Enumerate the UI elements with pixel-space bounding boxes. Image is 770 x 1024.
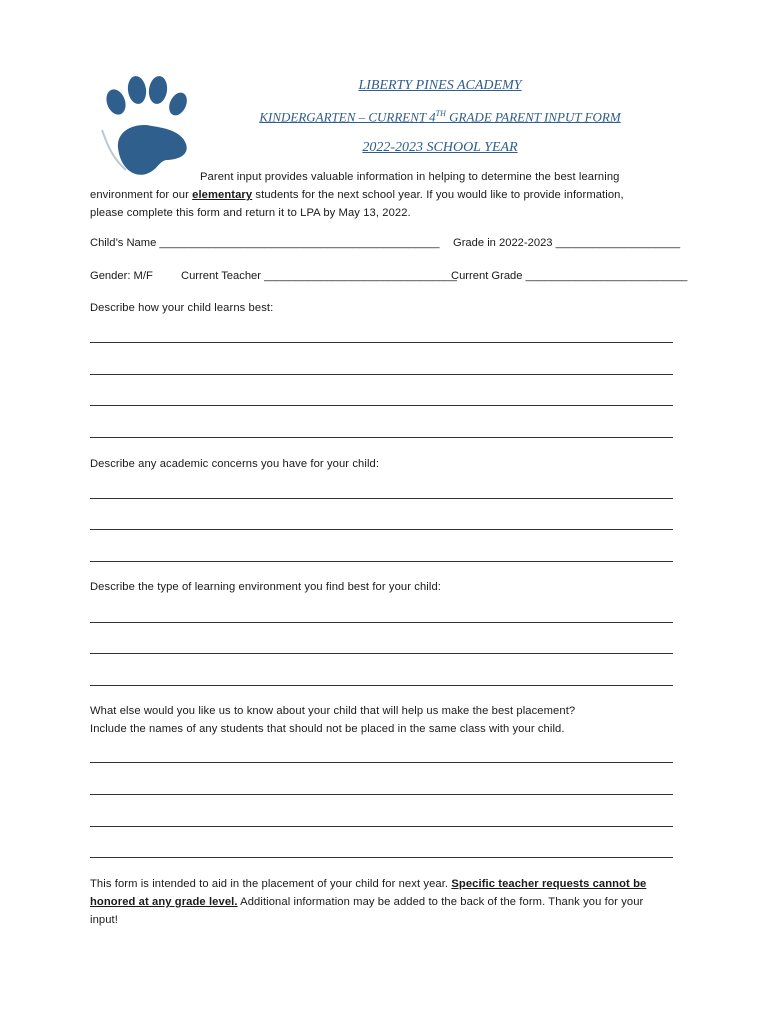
current-teacher-field[interactable]: Current Teacher _______________________________: [181, 270, 457, 282]
current-grade-field[interactable]: Current Grade __________________________: [451, 270, 688, 282]
question-line-2: Include the names of any students that should not be placed in the same class with your child.: [90, 723, 565, 735]
answer-line[interactable]: [90, 561, 673, 562]
school-year: 2022-2023 SCHOOL YEAR: [362, 140, 518, 155]
intro-line-3: please complete this form and return it to LPA by May 13, 2022.: [90, 207, 411, 219]
answer-line[interactable]: [90, 622, 673, 623]
answer-line[interactable]: [90, 826, 673, 827]
paw-toe-1: [103, 87, 129, 118]
question-line-1: What else would you like us to know about your child that will help us make the best placement?: [90, 705, 576, 717]
question-learns-best: Describe how your child learns best:: [90, 302, 274, 314]
gender-field[interactable]: Gender: M/F: [90, 270, 153, 282]
child-name-field[interactable]: Child’s Name _____________________________________________: [90, 237, 440, 249]
school-name: LIBERTY PINES ACADEMY: [358, 78, 522, 93]
answer-line[interactable]: [90, 498, 673, 499]
answer-line[interactable]: [90, 794, 673, 795]
question-academic-concerns: Describe any academic concerns you have for your child:: [90, 458, 380, 470]
form-title: KINDERGARTEN – CURRENT 4TH GRADE PARENT INPUT FORM: [259, 109, 621, 125]
answer-line[interactable]: [90, 342, 673, 343]
answer-line[interactable]: [90, 685, 673, 686]
answer-line[interactable]: [90, 437, 673, 438]
answer-line[interactable]: [90, 405, 673, 406]
answer-line[interactable]: [90, 857, 673, 858]
intro-line-1: Parent input provides valuable information in helping to determine the best learning: [200, 171, 620, 183]
answer-line[interactable]: [90, 374, 673, 375]
answer-line[interactable]: [90, 653, 673, 654]
question-learning-environment: Describe the type of learning environment you find best for your child:: [90, 581, 441, 593]
answer-line[interactable]: [90, 529, 673, 530]
closing-paragraph: This form is intended to aid in the placement of your child for next year. Specific teacher requests cannot be honored at any grade level. Additional information may be added to the back of the form. Thank you for your input!: [90, 878, 647, 926]
answer-line[interactable]: [90, 762, 673, 763]
question-anything-else: [90, 702, 690, 738]
grade-next-year-field[interactable]: Grade in 2022-2023 ____________________: [453, 237, 681, 249]
paw-toe-2: [126, 75, 148, 105]
intro-paragraph: [90, 168, 665, 222]
paw-toe-3: [147, 75, 169, 105]
intro-line-2: environment for our elementary students for the next school year. If you would like to provide information,: [90, 189, 624, 201]
